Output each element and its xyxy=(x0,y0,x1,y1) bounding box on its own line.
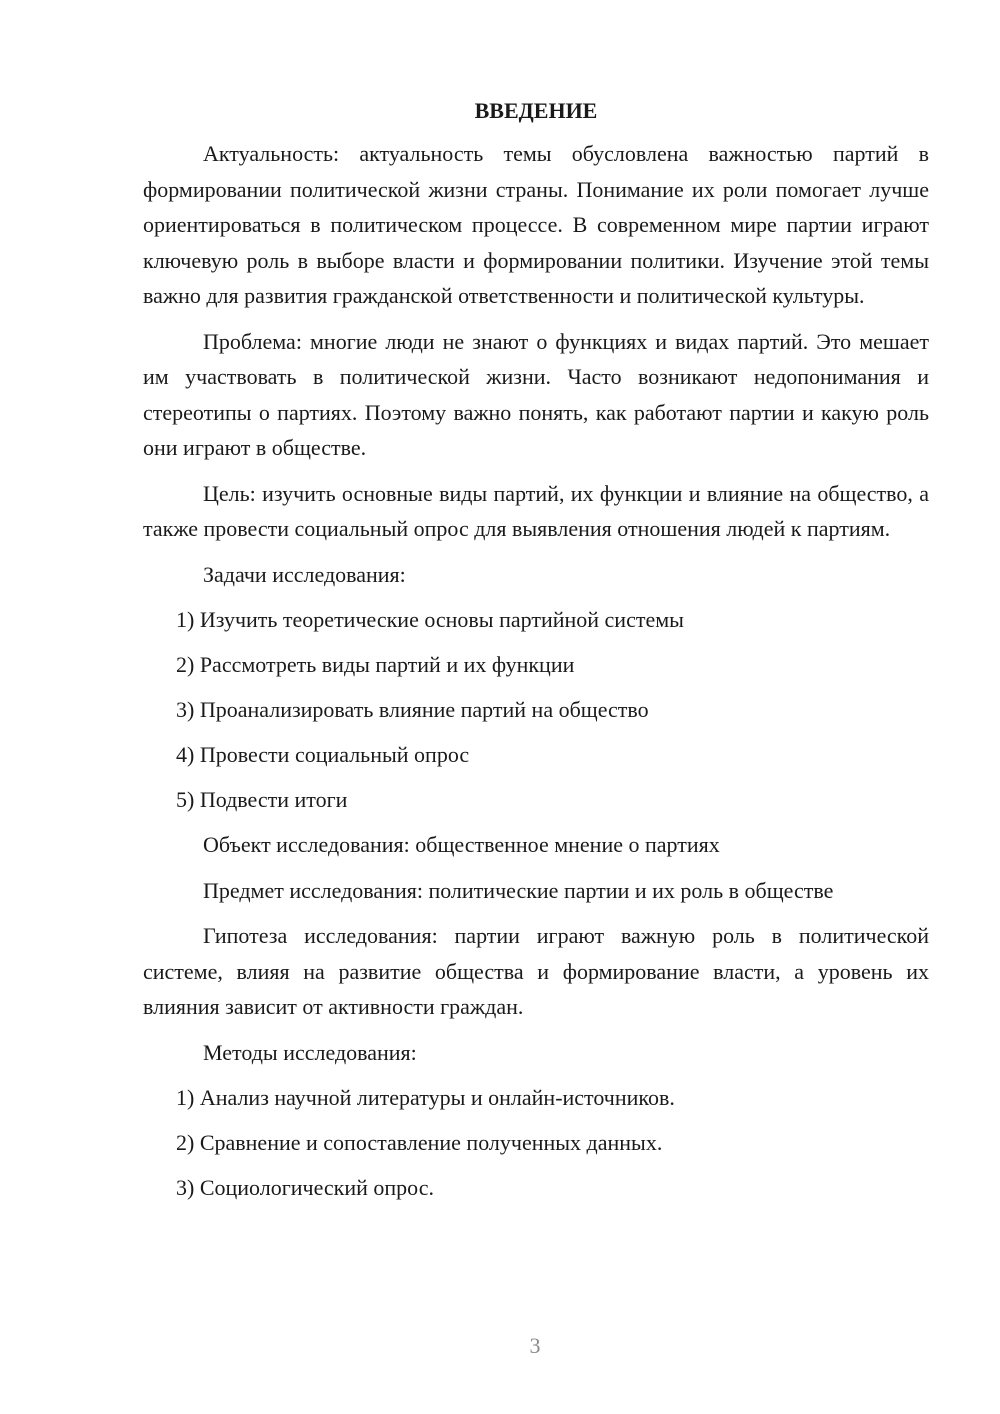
task-item: 3) Проанализировать влияние партий на общество xyxy=(176,697,649,722)
goal-paragraph: Цель: изучить основные виды партий, их функции и влияние на общество, а также провести социальный опрос для выявления отношения людей к партиям. xyxy=(143,480,929,541)
problem-paragraph: Проблема: многие люди не знают о функциях и видах партий. Это мешает им участвовать в политической жизни. Часто возникают недопонимания и стереотипы о партиях. Поэтому важно понять, как работают партии и какую роль они играют в обществе. xyxy=(143,328,929,460)
method-item: 1) Анализ научной литературы и онлайн-источников. xyxy=(176,1085,675,1110)
document-page xyxy=(143,96,929,1215)
task-item: 5) Подвести итоги xyxy=(176,787,348,812)
task-item: 1) Изучить теоретические основы партийной системы xyxy=(176,607,684,632)
tasks-label: Задачи исследования: xyxy=(203,561,406,587)
method-item: 2) Сравнение и сопоставление полученных данных. xyxy=(176,1130,663,1155)
subject-line: Предмет исследования: политические партии и их роль в обществе xyxy=(203,877,834,903)
page-number: 3 xyxy=(529,1333,541,1358)
method-item: 3) Социологический опрос. xyxy=(176,1175,434,1200)
section-heading: ВВЕДЕНИЕ xyxy=(474,98,598,123)
tasks-list xyxy=(143,602,929,818)
hypothesis-paragraph: Гипотеза исследования: партии играют важную роль в политической системе, влияя на развитие общества и формирование власти, а уровень их влияния зависит от активности граждан. xyxy=(143,923,929,1019)
task-item: 4) Провести социальный опрос xyxy=(176,742,470,767)
object-line: Объект исследования: общественное мнение о партиях xyxy=(203,832,720,857)
task-item: 2) Рассмотреть виды партий и их функции xyxy=(176,652,575,677)
relevance-paragraph: Актуальность: актуальность темы обусловлена важностью партий в формировании политической жизни страны. Понимание их роли помогает лучше ориентироваться в политическом процессе. В современном мире партии играют ключевую роль в выборе власти и формировании политики. Изучение этой темы важно для развития гражданской ответственности и политической культуры. xyxy=(143,141,929,308)
methods-list xyxy=(143,1080,929,1206)
methods-label: Методы исследования: xyxy=(203,1039,417,1065)
